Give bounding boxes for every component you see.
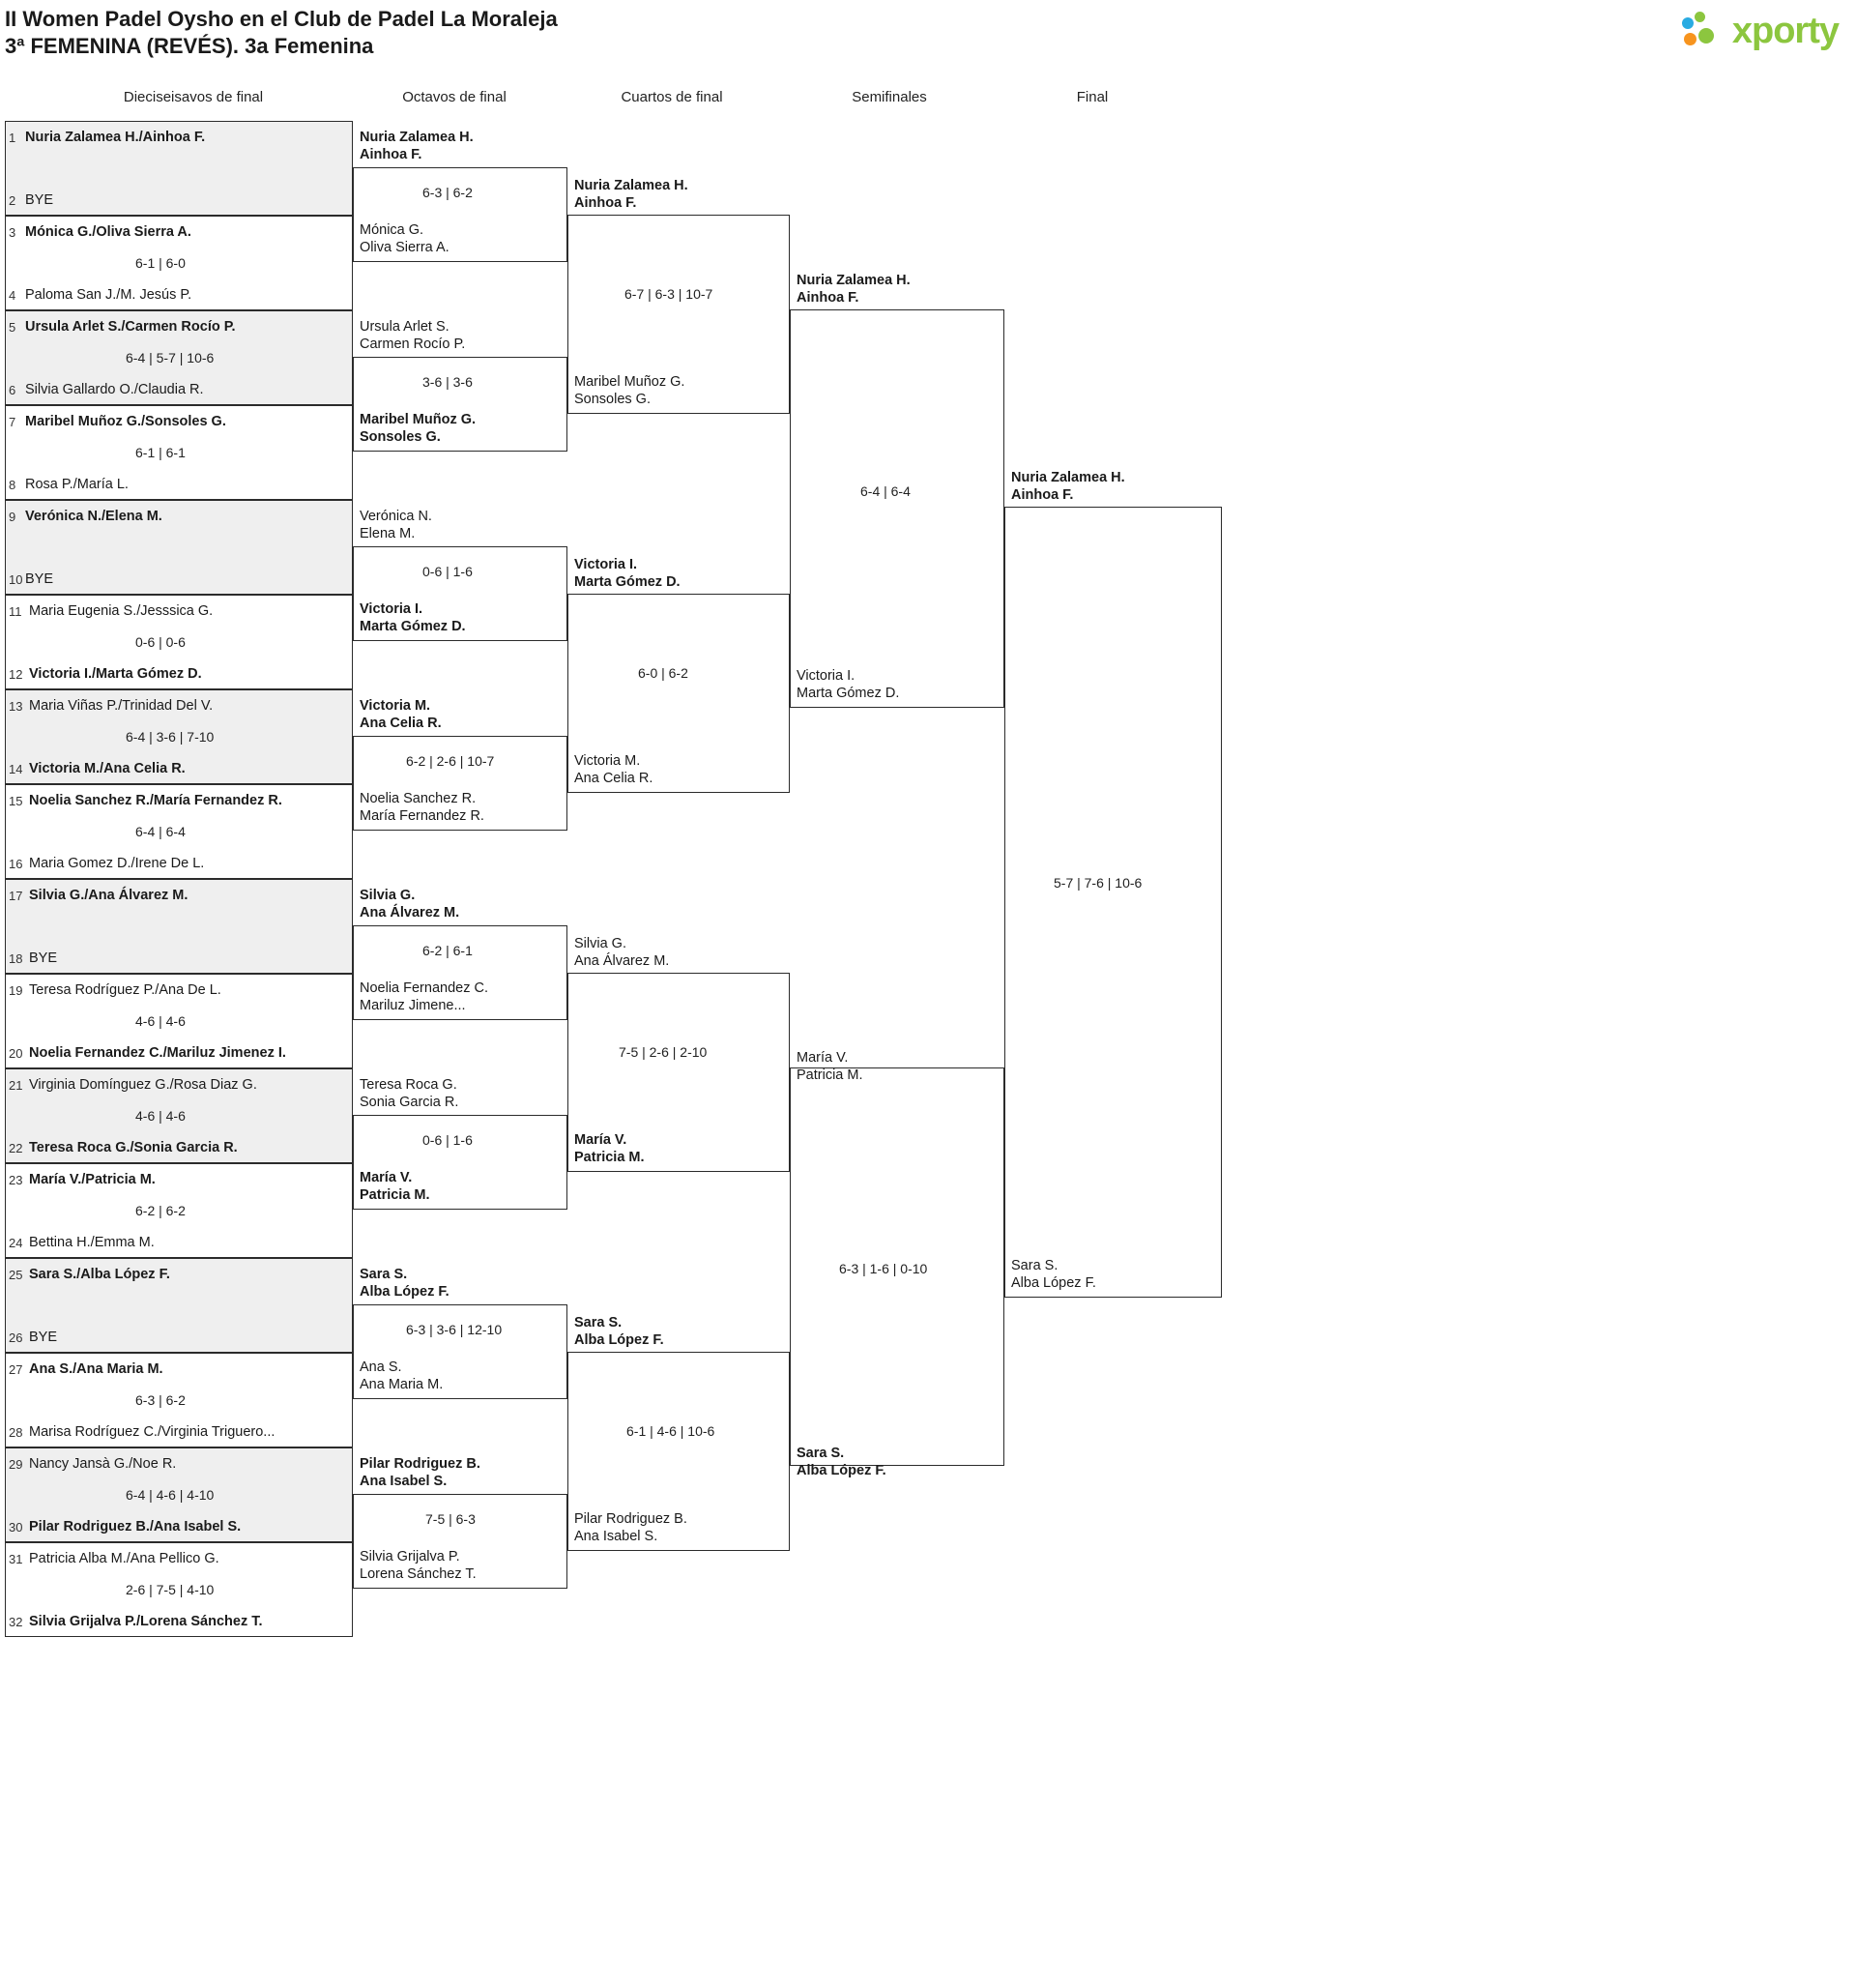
seed-number: 19	[9, 983, 23, 998]
seed-name: Sara S./Alba López F.	[29, 1267, 170, 1282]
seed-number: 29	[9, 1457, 23, 1472]
match-score: 4-6 | 4-6	[135, 1013, 186, 1029]
seed-number: 22	[9, 1141, 23, 1155]
match-score: 6-1 | 6-1	[135, 445, 186, 460]
seed-name: Teresa Roca G./Sonia Garcia R.	[29, 1140, 238, 1155]
seed-name: Nuria Zalamea H./Ainhoa F.	[25, 130, 206, 145]
match-score: 0-6 | 1-6	[422, 1132, 473, 1148]
seed-name: BYE	[25, 571, 54, 587]
match-team-bottom-line2: María Fernandez R.	[360, 808, 484, 824]
seed-number: 15	[9, 794, 23, 808]
match-score: 6-4 | 6-4	[860, 483, 911, 499]
match-team-bottom-line1: Victoria I.	[360, 601, 423, 617]
seed-number: 21	[9, 1078, 23, 1093]
match-team-bottom-line1: Victoria I.	[797, 668, 856, 684]
match-team-top-line1: Nuria Zalamea H.	[574, 178, 688, 193]
match-team-bottom-line2: Mariluz Jimene...	[360, 998, 466, 1013]
seed-name: Victoria I./Marta Gómez D.	[29, 666, 202, 682]
match-team-top-line1: Ursula Arlet S.	[360, 319, 450, 335]
match-team-bottom-line1: Noelia Sanchez R.	[360, 791, 477, 806]
match-score: 3-6 | 3-6	[422, 374, 473, 390]
match-team-bottom-line1: Noelia Fernandez C.	[360, 980, 488, 996]
seed-number: 32	[9, 1615, 23, 1629]
seed-name: Maria Eugenia S./Jesssica G.	[29, 603, 214, 619]
round-header-final: Final	[1076, 89, 1109, 105]
match-score: 6-7 | 6-3 | 10-7	[624, 286, 713, 302]
match-team-bottom-line1: Victoria M.	[574, 753, 641, 769]
match-team-top-line2: Alba López F.	[574, 1332, 664, 1348]
match-score: 6-3 | 3-6 | 12-10	[406, 1322, 503, 1337]
match-score: 0-6 | 0-6	[135, 634, 186, 650]
logo-text: xporty	[1731, 11, 1839, 51]
match-team-bottom-line2: Ana Celia R.	[574, 771, 653, 786]
seed-number: 2	[9, 193, 16, 208]
seed-number: 26	[9, 1330, 23, 1345]
round-header-sf: Semifinales	[852, 89, 927, 105]
match-team-top-line2: Ana Álvarez M.	[360, 905, 460, 921]
match-team-top-line2: Elena M.	[360, 526, 416, 541]
match-team-bottom-line1: Ana S.	[360, 1359, 402, 1375]
seed-number: 14	[9, 762, 23, 776]
match-team-bottom-line2: Sonsoles G.	[574, 392, 651, 407]
seed-number: 7	[9, 415, 16, 429]
seed-number: 1	[9, 131, 16, 145]
seed-number: 13	[9, 699, 23, 714]
seed-name: Silvia G./Ana Álvarez M.	[29, 888, 188, 903]
match-score: 6-4 | 4-6 | 4-10	[126, 1487, 215, 1503]
seed-name: Rosa P./María L.	[25, 477, 129, 492]
seed-name: Noelia Sanchez R./María Fernandez R.	[29, 793, 282, 808]
match-team-top-line2: Ainhoa F.	[797, 290, 859, 306]
match-score: 4-6 | 4-6	[135, 1108, 186, 1124]
match-team-bottom-line2: Ana Isabel S.	[574, 1529, 658, 1544]
match-team-bottom-line1: Mónica G.	[360, 222, 424, 238]
final-team-bottom-line1: Sara S.	[1011, 1258, 1058, 1273]
seed-name: Ana S./Ana Maria M.	[29, 1361, 163, 1377]
seed-name: Maria Viñas P./Trinidad Del V.	[29, 698, 214, 714]
match-score: 6-1 | 6-0	[135, 255, 186, 271]
match-team-bottom-line1: Maribel Muñoz G.	[360, 412, 477, 427]
round-header-qf: Cuartos de final	[621, 89, 723, 105]
match-box[interactable]	[790, 309, 1004, 708]
match-team-top-line1: Silvia G.	[574, 936, 626, 951]
match-team-bottom-line2: Alba López F.	[797, 1463, 886, 1478]
seed-number: 5	[9, 320, 16, 335]
match-score: 6-3 | 6-2	[135, 1392, 186, 1408]
seed-name: Maribel Muñoz G./Sonsoles G.	[25, 414, 226, 429]
category-title: 3ª FEMENINA (REVÉS). 3a Femenina	[5, 34, 374, 58]
match-team-top-line2: Ana Isabel S.	[360, 1474, 448, 1489]
match-team-bottom-line2: Patricia M.	[360, 1187, 430, 1203]
match-team-top-line1: Silvia G.	[360, 888, 416, 903]
seed-name: Ursula Arlet S./Carmen Rocío P.	[25, 319, 236, 335]
seed-name: BYE	[29, 1330, 58, 1345]
match-score: 7-5 | 2-6 | 2-10	[619, 1044, 708, 1060]
match-score: 6-4 | 6-4	[135, 824, 186, 839]
final-team-bottom-line2: Alba López F.	[1011, 1275, 1096, 1291]
seed-name: Silvia Grijalva P./Lorena Sánchez T.	[29, 1614, 263, 1629]
match-team-bottom-line1: Silvia Grijalva P.	[360, 1549, 460, 1564]
match-team-top-line2: Marta Gómez D.	[574, 574, 681, 590]
seed-name: BYE	[29, 950, 58, 966]
match-score: 6-2 | 6-1	[422, 943, 473, 958]
final-team-top-line1: Nuria Zalamea H.	[1011, 470, 1125, 485]
seed-number: 12	[9, 667, 23, 682]
seed-number: 3	[9, 225, 16, 240]
match-team-bottom-line2: Patricia M.	[574, 1150, 645, 1165]
match-team-bottom-line2: Sonsoles G.	[360, 429, 441, 445]
xporty-logo[interactable]	[1682, 12, 1839, 50]
seed-name: Verónica N./Elena M.	[25, 509, 162, 524]
match-team-top-line2: Ainhoa F.	[360, 147, 422, 162]
final-score: 5-7 | 7-6 | 10-6	[1054, 875, 1143, 891]
match-team-top-line2: Ainhoa F.	[574, 195, 637, 211]
seed-number: 18	[9, 951, 23, 966]
logo-dots-icon	[1682, 12, 1725, 50]
seed-number: 30	[9, 1520, 23, 1535]
match-team-bottom-line2: Lorena Sánchez T.	[360, 1566, 477, 1582]
seed-number: 24	[9, 1236, 23, 1250]
seed-name: Bettina H./Emma M.	[29, 1235, 155, 1250]
seed-name: Pilar Rodriguez B./Ana Isabel S.	[29, 1519, 242, 1535]
match-team-top-line2: Patricia M.	[797, 1067, 863, 1083]
seed-name: Patricia Alba M./Ana Pellico G.	[29, 1551, 219, 1566]
seed-name: Virginia Domínguez G./Rosa Diaz G.	[29, 1077, 257, 1093]
seed-name: Victoria M./Ana Celia R.	[29, 761, 186, 776]
match-team-bottom-line1: Sara S.	[797, 1446, 845, 1461]
match-team-top-line1: María V.	[797, 1050, 849, 1066]
seed-name: Paloma San J./M. Jesús P.	[25, 287, 192, 303]
round-header-r32: Dieciseisavos de final	[123, 89, 264, 105]
seed-name: Marisa Rodríguez C./Virginia Triguero...	[29, 1424, 276, 1440]
match-score: 6-3 | 1-6 | 0-10	[839, 1261, 928, 1276]
match-score: 6-0 | 6-2	[638, 665, 688, 681]
match-team-top-line2: Alba López F.	[360, 1284, 450, 1300]
seed-name: Maria Gomez D./Irene De L.	[29, 856, 205, 871]
tournament-title: II Women Padel Oysho en el Club de Padel La Moraleja	[5, 7, 558, 31]
match-team-top-line2: Carmen Rocío P.	[360, 336, 466, 352]
match-score: 6-1 | 4-6 | 10-6	[626, 1423, 715, 1439]
match-team-top-line1: Nuria Zalamea H.	[360, 130, 474, 145]
match-score: 6-4 | 3-6 | 7-10	[126, 729, 215, 745]
seed-number: 8	[9, 478, 16, 492]
seed-number: 27	[9, 1362, 23, 1377]
match-score: 2-6 | 7-5 | 4-10	[126, 1582, 215, 1597]
seed-number: 4	[9, 288, 16, 303]
match-team-top-line2: Ana Álvarez M.	[574, 953, 670, 969]
match-box-final[interactable]	[1004, 507, 1222, 1298]
match-team-top-line2: Ana Celia R.	[360, 716, 442, 731]
seed-number: 31	[9, 1552, 23, 1566]
seed-number: 25	[9, 1268, 23, 1282]
match-score: 0-6 | 1-6	[422, 564, 473, 579]
match-team-top-line1: Victoria I.	[574, 557, 638, 572]
match-score: 7-5 | 6-3	[425, 1511, 476, 1527]
seed-name: Mónica G./Oliva Sierra A.	[25, 224, 191, 240]
seed-name: Nancy Jansà G./Noe R.	[29, 1456, 177, 1472]
seed-name: Noelia Fernandez C./Mariluz Jimenez I.	[29, 1045, 286, 1061]
round-header-r16: Octavos de final	[402, 89, 507, 105]
seed-name: Silvia Gallardo O./Claudia R.	[25, 382, 204, 397]
match-team-bottom-line2: Marta Gómez D.	[797, 686, 900, 701]
match-team-bottom-line2: Oliva Sierra A.	[360, 240, 450, 255]
final-team-top-line2: Ainhoa F.	[1011, 487, 1074, 503]
match-team-bottom-line1: María V.	[360, 1170, 413, 1185]
match-team-bottom-line1: Pilar Rodriguez B.	[574, 1511, 687, 1527]
match-team-top-line1: Teresa Roca G.	[360, 1077, 457, 1093]
match-team-bottom-line1: Maribel Muñoz G.	[574, 374, 685, 390]
seed-number: 20	[9, 1046, 23, 1061]
match-team-top-line1: Victoria M.	[360, 698, 431, 714]
seed-number: 23	[9, 1173, 23, 1187]
match-team-top-line1: Nuria Zalamea H.	[797, 273, 911, 288]
match-team-top-line1: Sara S.	[574, 1315, 623, 1330]
seed-number: 28	[9, 1425, 23, 1440]
match-team-bottom-line2: Marta Gómez D.	[360, 619, 466, 634]
seed-name: María V./Patricia M.	[29, 1172, 156, 1187]
seed-name: BYE	[25, 192, 54, 208]
match-team-top-line2: Sonia Garcia R.	[360, 1095, 459, 1110]
page-title	[5, 6, 558, 60]
seed-number: 17	[9, 889, 23, 903]
seed-number: 10	[9, 572, 23, 587]
seed-number: 16	[9, 857, 23, 871]
match-score: 6-3 | 6-2	[422, 185, 473, 200]
match-team-top-line1: Sara S.	[360, 1267, 408, 1282]
match-team-bottom-line2: Ana Maria M.	[360, 1377, 444, 1392]
match-score: 6-2 | 6-2	[135, 1203, 186, 1218]
match-score: 6-4 | 5-7 | 10-6	[126, 350, 215, 365]
seed-name: Teresa Rodríguez P./Ana De L.	[29, 982, 221, 998]
match-team-top-line1: Verónica N.	[360, 509, 432, 524]
match-team-bottom-line1: María V.	[574, 1132, 627, 1148]
seed-number: 6	[9, 383, 16, 397]
seed-number: 9	[9, 510, 16, 524]
seed-number: 11	[9, 604, 22, 619]
match-score: 6-2 | 2-6 | 10-7	[406, 753, 495, 769]
match-team-top-line1: Pilar Rodriguez B.	[360, 1456, 480, 1472]
